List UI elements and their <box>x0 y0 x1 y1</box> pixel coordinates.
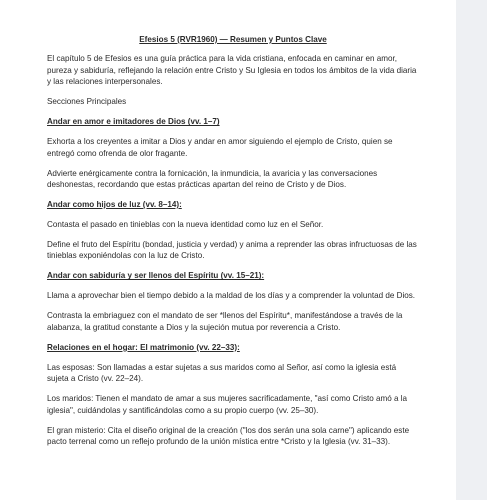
paragraph-marriage-1: Las esposas: Son llamadas a estar sujetas a sus maridos como al Señor, así como la iglesia está sujeta a Cristo (vv. 22–24). <box>47 362 397 384</box>
paragraph-light-1: Contasta el pasado en tinieblas con la nueva identidad como luz en el Señor. <box>47 220 324 230</box>
paragraph-light-2: Define el fruto del Espíritu (bondad, justicia y verdad) y anima a reprender las obras infructuosas de las tinieblas exponiéndolas con la luz de Cristo. <box>47 240 417 261</box>
intro-paragraph: El capítulo 5 de Efesios es una guía práctica para la vida cristiana, enfocada en caminar en amor, pureza y sabiduría, reflejando la relación entre Cristo y Su Iglesia en todos los ámbitos de la vida diaria y las relaciones interpersonales. <box>47 54 417 87</box>
paragraph-love-2: Advierte enérgicamente contra la fornicación, la inmundicia, la avaricia y las conversaciones deshonestas, recordando que estas prácticas apartan del reino de Cristo y de Dios. <box>47 168 378 190</box>
document-body <box>47 34 419 456</box>
paragraph-marriage-2: Los maridos: Tienen el mandato de amar a sus mujeres sacrificadamente, "así como Cristo amó a la iglesia", cuidándolas y santificándolas como a su propio cuerpo (vv. 25–30). <box>47 394 408 415</box>
paragraph-marriage-3: El gran misterio: Cita el diseño original de la creación ("los dos serán una sola carne") aplicando este pacto terrenal como un reflejo profundo de la unión mística entre *Cristo y la Iglesia (vv. 31–33). <box>47 425 410 447</box>
paragraph-wisdom-2: Contrasta la embriaguez con el mandato de ser *llenos del Espíritu*, manifestándose a través de la alabanza, la gratitud constante a Dios y la sujeción mutua por reverencia a Cristo. <box>47 311 403 332</box>
paragraph-wisdom-1: Llama a aprovechar bien el tiempo debido a la maldad de los días y a comprender la voluntad de Dios. <box>47 291 416 301</box>
section-heading-wisdom: Andar con sabiduría y ser llenos del Espíritu (vv. 15–21): <box>47 271 265 281</box>
section-heading-light: Andar como hijos de luz (vv. 8–14): <box>47 200 182 210</box>
section-heading-love: Andar en amor e imitadores de Dios (vv. 1–7) <box>47 117 220 127</box>
sections-label: Secciones Principales <box>47 97 127 107</box>
document-title: Efesios 5 (RVR1960) — Resumen y Puntos Clave <box>139 35 327 44</box>
paragraph-love-1: Exhorta a los creyentes a imitar a Dios y andar en amor siguiendo el ejemplo de Cristo, quien se entregó como ofrenda de olor fragante. <box>47 137 393 158</box>
section-heading-marriage: Relaciones en el hogar: El matrimonio (vv. 22–33): <box>47 342 240 352</box>
viewer-right-gutter <box>456 0 487 500</box>
